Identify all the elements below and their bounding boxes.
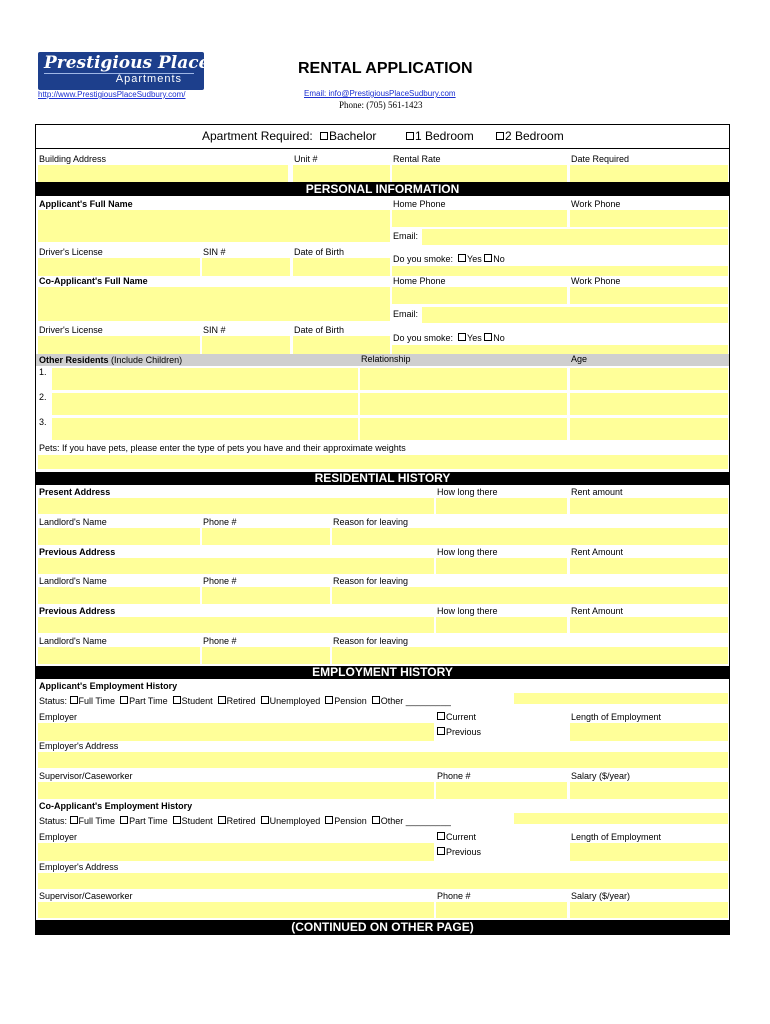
reason-label: Reason for leaving xyxy=(333,576,409,586)
co-applicant-name-label: Co-Applicant's Full Name xyxy=(39,276,148,286)
co-home-phone-field[interactable] xyxy=(392,287,567,304)
co-employer-phone-label: Phone # xyxy=(437,891,471,901)
length-of-employment-field[interactable] xyxy=(570,723,728,741)
apartment-required-label: Apartment Required: xyxy=(202,129,313,143)
how-long-label: How long there xyxy=(437,606,498,616)
landlord-label: Landlord's Name xyxy=(39,517,107,527)
company-logo xyxy=(38,52,210,90)
pets-field[interactable] xyxy=(38,455,728,469)
reason-field[interactable] xyxy=(332,647,728,664)
employment-status-options: Status: Full Time Part Time Student Retired Unemployed Pension Other _________ xyxy=(39,696,451,706)
salary-field[interactable] xyxy=(570,782,728,799)
how-long-field[interactable] xyxy=(436,498,567,514)
landlord-phone-field[interactable] xyxy=(202,587,330,604)
employment-history-heading: EMPLOYMENT HISTORY xyxy=(36,666,729,679)
co-sin-label: SIN # xyxy=(203,325,226,335)
other-residents-label: Other Residents (Include Children) xyxy=(39,355,183,365)
previous-address-label: Previous Address xyxy=(39,547,116,557)
supervisor-label: Supervisor/Caseworker xyxy=(39,771,133,781)
how-long-label: How long there xyxy=(437,547,498,557)
checkbox-icon[interactable] xyxy=(372,696,380,704)
smoke-question: Do you smoke: Yes No xyxy=(393,254,505,264)
co-employer-label: Employer xyxy=(39,832,78,842)
resident-name-field[interactable] xyxy=(52,418,358,440)
checkbox-icon[interactable] xyxy=(218,816,226,824)
rental-application-form xyxy=(35,124,730,935)
checkbox-icon[interactable] xyxy=(261,696,269,704)
checkbox-icon[interactable] xyxy=(325,696,333,704)
date-required-field[interactable] xyxy=(570,165,728,182)
co-salary-label: Salary ($/year) xyxy=(571,891,631,901)
resident-relationship-field[interactable] xyxy=(360,393,567,415)
reason-field[interactable] xyxy=(332,587,728,604)
reason-field[interactable] xyxy=(332,528,728,545)
co-sin-field[interactable] xyxy=(202,336,290,354)
email-link[interactable]: Email: info@PrestigiousPlaceSudbury.com xyxy=(304,89,456,98)
resident-age-field[interactable] xyxy=(570,393,728,415)
checkbox-icon[interactable] xyxy=(218,696,226,704)
rent-amount-field[interactable] xyxy=(570,498,728,514)
previous-address-label: Previous Address xyxy=(39,606,116,616)
landlord-field[interactable] xyxy=(38,528,200,545)
option-1-bedroom[interactable]: 1 Bedroom xyxy=(406,131,474,142)
reason-label: Reason for leaving xyxy=(333,517,409,527)
rent-amount-label: Rent Amount xyxy=(571,606,624,616)
resident-age-field[interactable] xyxy=(570,418,728,440)
co-email-label: Email: xyxy=(393,309,419,319)
co-current-option[interactable]: Current xyxy=(437,832,476,843)
co-status-other-field[interactable] xyxy=(514,813,728,824)
salary-label: Salary ($/year) xyxy=(571,771,631,781)
page-title: RENTAL APPLICATION xyxy=(298,60,473,77)
landlord-label: Landlord's Name xyxy=(39,636,107,646)
checkbox-icon xyxy=(406,132,414,140)
building-address-label: Building Address xyxy=(39,154,107,164)
checkbox-icon[interactable] xyxy=(120,696,128,704)
continued-footer: (CONTINUED ON OTHER PAGE) xyxy=(36,920,729,934)
home-phone-field[interactable] xyxy=(392,210,567,227)
co-employer-address-label: Employer's Address xyxy=(39,862,119,872)
landlord-phone-field[interactable] xyxy=(202,528,330,545)
checkbox-icon[interactable] xyxy=(120,816,128,824)
how-long-field[interactable] xyxy=(436,558,567,574)
date-required-label: Date Required xyxy=(571,154,630,164)
co-email-field[interactable] xyxy=(422,307,728,323)
logo-subtext: Apartments xyxy=(115,73,182,85)
co-previous-option[interactable]: Previous xyxy=(437,847,481,858)
status-other-field[interactable] xyxy=(514,693,728,704)
resident-name-field[interactable] xyxy=(52,368,358,390)
co-smoke-field[interactable] xyxy=(392,345,728,354)
applicant-name-label: Applicant's Full Name xyxy=(39,199,133,209)
co-smoke-question: Do you smoke: Yes No xyxy=(393,333,505,343)
unit-field[interactable] xyxy=(293,165,390,182)
resident-relationship-field[interactable] xyxy=(360,418,567,440)
checkbox-icon xyxy=(437,847,445,855)
checkbox-icon[interactable] xyxy=(173,696,181,704)
employer-label: Employer xyxy=(39,712,78,722)
option-2-bedroom[interactable]: 2 Bedroom xyxy=(496,131,564,142)
work-phone-label: Work Phone xyxy=(571,199,621,209)
drivers-license-label: Driver's License xyxy=(39,247,103,257)
dob-label: Date of Birth xyxy=(294,247,345,257)
present-address-label: Present Address xyxy=(39,487,111,497)
checkbox-icon[interactable] xyxy=(70,816,78,824)
applicant-employment-label: Applicant's Employment History xyxy=(39,681,178,691)
present-address-field[interactable] xyxy=(38,498,434,514)
how-long-field[interactable] xyxy=(436,617,567,633)
contact-phone: Phone: (705) 561-1423 xyxy=(339,100,423,110)
checkbox-icon[interactable] xyxy=(173,816,181,824)
checkbox-icon[interactable] xyxy=(458,254,466,262)
work-phone-field[interactable] xyxy=(570,210,728,227)
logo-text: Prestigious Place xyxy=(44,53,210,73)
length-of-employment-label: Length of Employment xyxy=(571,712,662,722)
checkbox-icon[interactable] xyxy=(458,333,466,341)
resident-row-number: 2. xyxy=(39,392,47,402)
resident-row-number: 3. xyxy=(39,417,47,427)
checkbox-icon[interactable] xyxy=(484,254,492,262)
checkbox-icon xyxy=(437,727,445,735)
co-work-phone-field[interactable] xyxy=(570,287,728,304)
pets-label: Pets: If you have pets, please enter the type of pets you have and their approximate weights xyxy=(39,443,406,453)
employer-phone-field[interactable] xyxy=(436,782,567,799)
previous-option[interactable]: Previous xyxy=(437,727,481,738)
age-label: Age xyxy=(571,354,588,364)
building-address-field[interactable] xyxy=(38,165,288,182)
co-length-of-employment-field[interactable] xyxy=(570,843,728,861)
resident-name-field[interactable] xyxy=(52,393,358,415)
resident-age-field[interactable] xyxy=(570,368,728,390)
co-employment-status-options: Status: Full Time Part Time Student Retired Unemployed Pension Other _________ xyxy=(39,816,451,826)
email-label: Email: xyxy=(393,231,419,241)
checkbox-icon xyxy=(320,132,328,140)
landlord-field[interactable] xyxy=(38,587,200,604)
home-phone-label: Home Phone xyxy=(393,199,446,209)
co-supervisor-label: Supervisor/Caseworker xyxy=(39,891,133,901)
co-dob-label: Date of Birth xyxy=(294,325,345,335)
rent-amount-field[interactable] xyxy=(570,617,728,633)
website-link[interactable]: http://www.PrestigiousPlaceSudbury.com/ xyxy=(38,90,186,99)
rent-amount-label: Rent amount xyxy=(571,487,623,497)
how-long-label: How long there xyxy=(437,487,498,497)
employer-address-label: Employer's Address xyxy=(39,741,119,751)
landlord-phone-label: Phone # xyxy=(203,517,237,527)
option-bachelor[interactable]: Bachelor xyxy=(320,131,376,142)
dob-field[interactable] xyxy=(293,258,390,276)
supervisor-field[interactable] xyxy=(38,782,434,799)
current-option[interactable]: Current xyxy=(437,712,476,723)
employer-phone-label: Phone # xyxy=(437,771,471,781)
co-drivers-license-field[interactable] xyxy=(38,336,200,354)
checkbox-icon[interactable] xyxy=(70,696,78,704)
smoke-field[interactable] xyxy=(392,266,728,276)
employer-address-field[interactable] xyxy=(38,752,728,768)
co-work-phone-label: Work Phone xyxy=(571,276,621,286)
applicant-name-field[interactable] xyxy=(38,210,390,242)
co-supervisor-field[interactable] xyxy=(38,902,434,918)
reason-label: Reason for leaving xyxy=(333,636,409,646)
rent-amount-label: Rent Amount xyxy=(571,547,624,557)
rental-rate-label: Rental Rate xyxy=(393,154,441,164)
landlord-phone-field[interactable] xyxy=(202,647,330,664)
co-drivers-license-label: Driver's License xyxy=(39,325,103,335)
co-home-phone-label: Home Phone xyxy=(393,276,446,286)
resident-row-number: 1. xyxy=(39,367,47,377)
co-employer-phone-field[interactable] xyxy=(436,902,567,918)
landlord-phone-label: Phone # xyxy=(203,576,237,586)
checkbox-icon xyxy=(437,832,445,840)
previous-address-field[interactable] xyxy=(38,558,434,574)
previous-address-field[interactable] xyxy=(38,617,434,633)
sin-field[interactable] xyxy=(202,258,290,276)
checkbox-icon xyxy=(496,132,504,140)
employer-field[interactable] xyxy=(38,723,434,741)
co-dob-field[interactable] xyxy=(293,336,390,354)
personal-info-heading: PERSONAL INFORMATION xyxy=(36,182,729,196)
drivers-license-field[interactable] xyxy=(38,258,200,276)
co-salary-field[interactable] xyxy=(570,902,728,918)
landlord-field[interactable] xyxy=(38,647,200,664)
unit-label: Unit # xyxy=(294,154,318,164)
landlord-label: Landlord's Name xyxy=(39,576,107,586)
checkbox-icon[interactable] xyxy=(484,333,492,341)
relationship-label: Relationship xyxy=(361,354,411,364)
co-applicant-name-field[interactable] xyxy=(38,287,390,321)
co-employer-address-field[interactable] xyxy=(38,873,728,889)
co-applicant-employment-label: Co-Applicant's Employment History xyxy=(39,801,193,811)
co-length-of-employment-label: Length of Employment xyxy=(571,832,662,842)
rent-amount-field[interactable] xyxy=(570,558,728,574)
checkbox-icon[interactable] xyxy=(325,816,333,824)
rental-rate-field[interactable] xyxy=(392,165,567,182)
checkbox-icon[interactable] xyxy=(372,816,380,824)
co-employer-field[interactable] xyxy=(38,843,434,861)
sin-label: SIN # xyxy=(203,247,226,257)
checkbox-icon[interactable] xyxy=(261,816,269,824)
checkbox-icon xyxy=(437,712,445,720)
landlord-phone-label: Phone # xyxy=(203,636,237,646)
residential-history-heading: RESIDENTIAL HISTORY xyxy=(36,472,729,485)
email-field[interactable] xyxy=(422,229,728,245)
resident-relationship-field[interactable] xyxy=(360,368,567,390)
